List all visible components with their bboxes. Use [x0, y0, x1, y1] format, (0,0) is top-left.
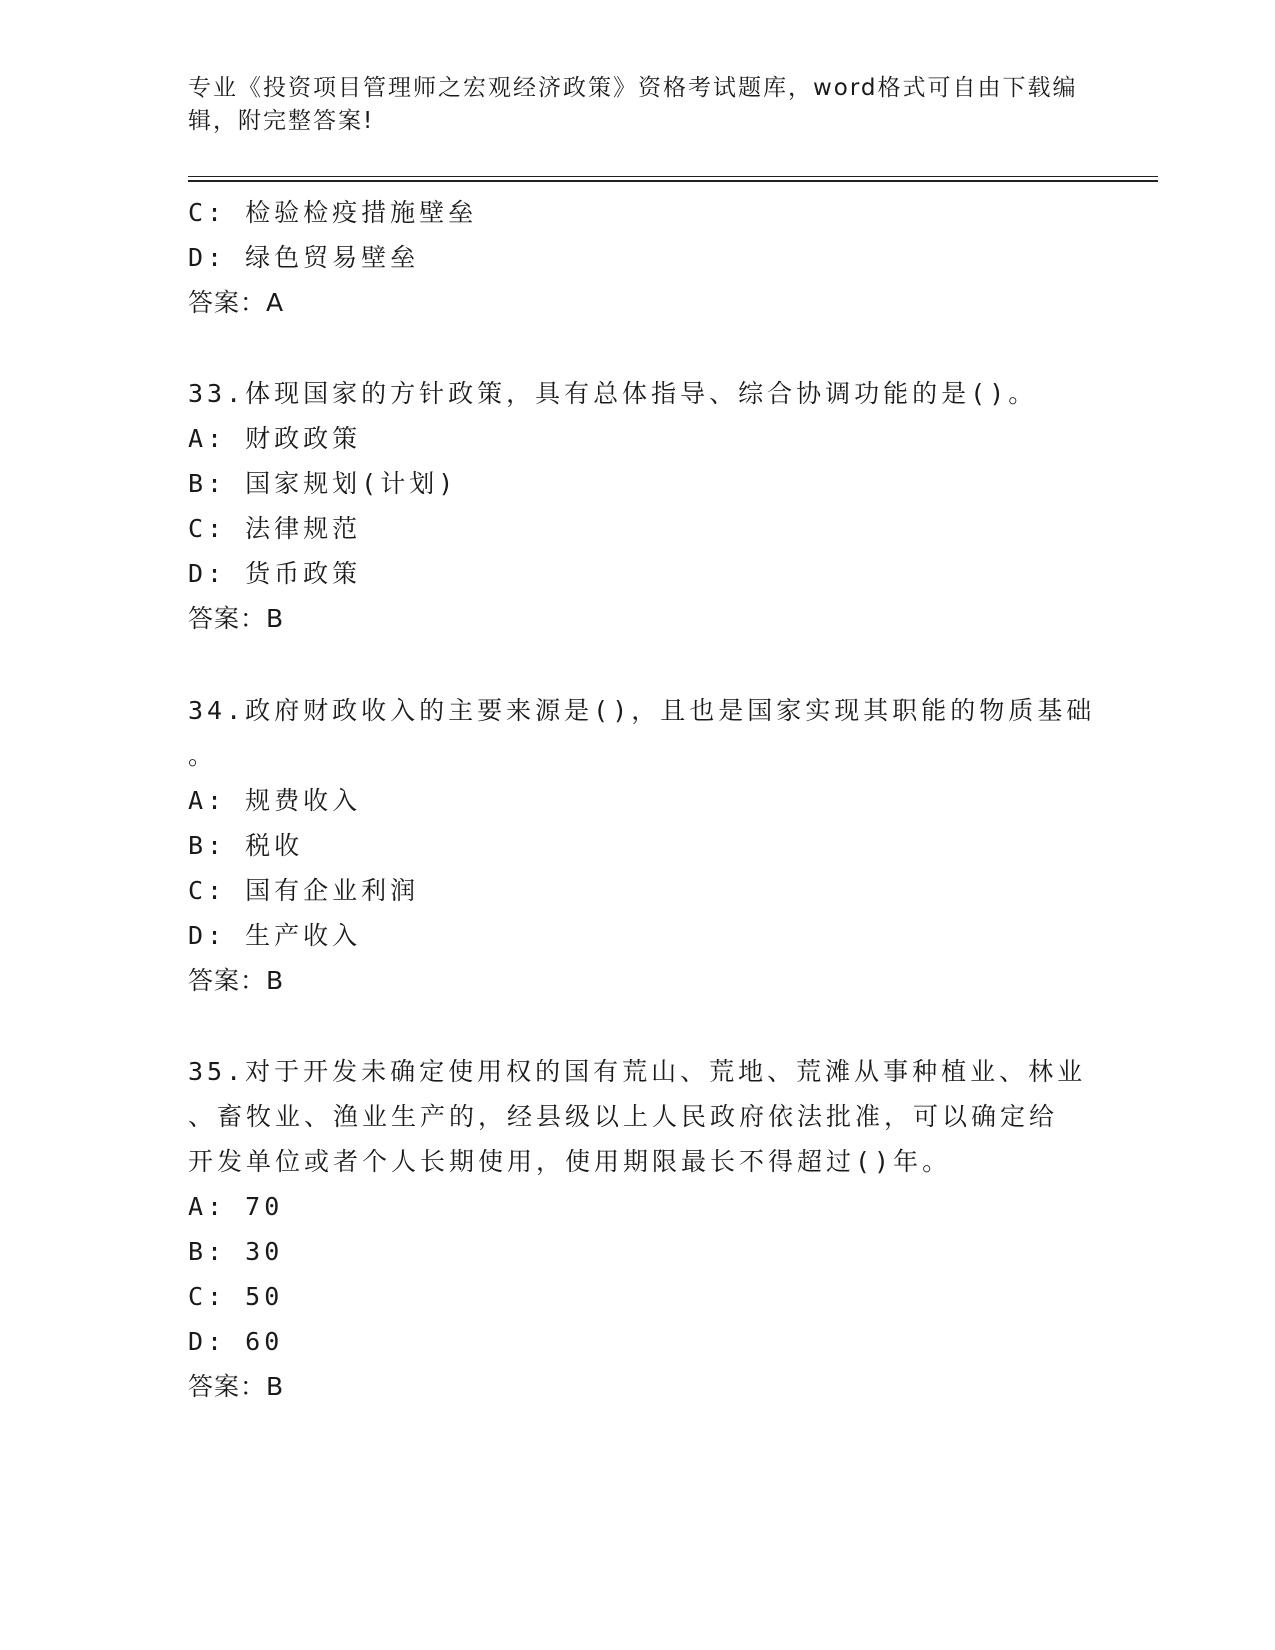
- q34-answer: 答案：B: [188, 966, 285, 995]
- q33-option-d: D: 货币政策: [188, 559, 362, 588]
- header-divider-thin: [188, 176, 1158, 177]
- q35-option-b: B: 30: [188, 1237, 284, 1266]
- prev-option-d: D: 绿色贸易壁垒: [188, 243, 420, 272]
- document-header: [188, 72, 1088, 138]
- q35-option-d: D: 60: [188, 1327, 284, 1356]
- q34-option-c: C: 国有企业利润: [188, 876, 420, 905]
- q33-stem: 33.体现国家的方针政策，具有总体指导、综合协调功能的是()。: [188, 379, 1038, 408]
- q34-stem-line-2: 。: [188, 741, 218, 770]
- q34-option-a: A: 规费收入: [188, 786, 362, 815]
- prev-answer: 答案：A: [188, 288, 285, 317]
- prev-option-c: C: 检验检疫措施壁垒: [188, 198, 478, 227]
- q35-stem-line-3: 开发单位或者个人长期使用，使用期限最长不得超过()年。: [188, 1147, 952, 1176]
- q35-answer: 答案：B: [188, 1372, 285, 1401]
- q34-option-b: B: 税收: [188, 831, 304, 860]
- q33-option-b: B: 国家规划(计划): [188, 469, 458, 498]
- q33-answer: 答案：B: [188, 604, 285, 633]
- q33-option-c: C: 法律规范: [188, 514, 362, 543]
- q34-option-d: D: 生产收入: [188, 921, 362, 950]
- q35-option-a: A: 70: [188, 1192, 284, 1221]
- header-line-2: 辑，附完整答案!: [188, 108, 375, 134]
- q35-stem-line-2: 、畜牧业、渔业生产的，经县级以上人民政府依法批准，可以确定给: [188, 1102, 1059, 1131]
- q35-option-c: C: 50: [188, 1282, 284, 1311]
- header-divider-thick: [188, 180, 1158, 182]
- q35-stem-line-1: 35.对于开发未确定使用权的国有荒山、荒地、荒滩从事种植业、林业: [188, 1057, 1087, 1086]
- q33-option-a: A: 财政政策: [188, 424, 362, 453]
- q34-stem-line-1: 34.政府财政收入的主要来源是()，且也是国家实现其职能的物质基础: [188, 696, 1096, 725]
- header-line-1: 专业《投资项目管理师之宏观经济政策》资格考试题库，word格式可自由下载编: [188, 75, 1078, 101]
